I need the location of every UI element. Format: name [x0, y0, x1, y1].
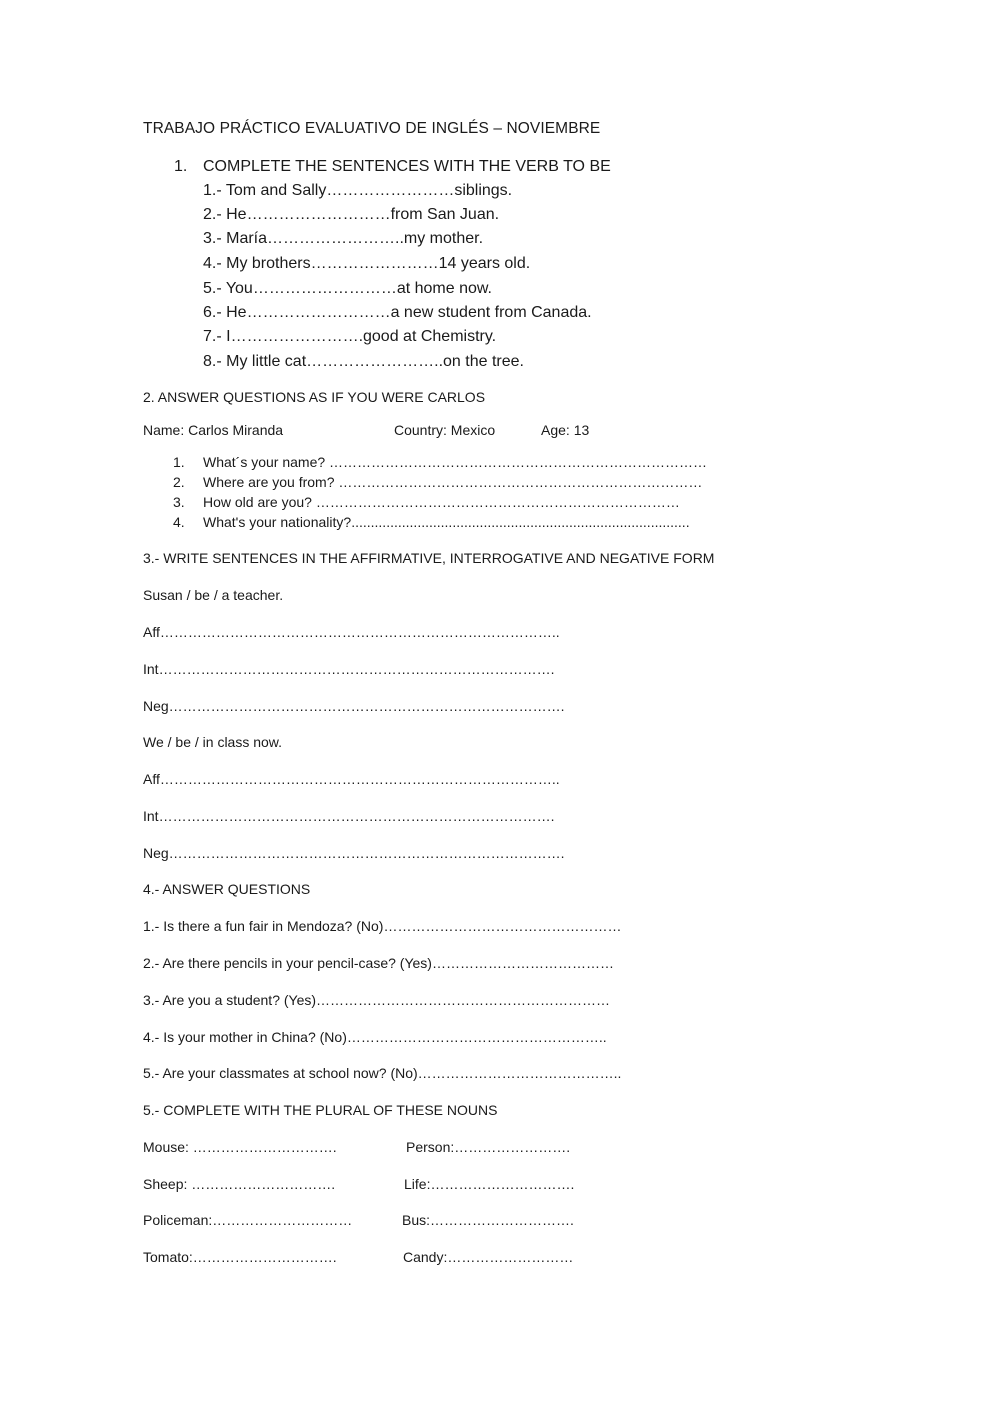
plural-item-left: Mouse: ………………………….: [143, 1139, 337, 1155]
section1-item: 4.- My brothers……………………14 years old.: [203, 255, 531, 272]
section2-heading: 2. ANSWER QUESTIONS AS IF YOU WERE CARLOS: [143, 389, 486, 405]
negative-line: Neg………………………………………………………………………….: [143, 698, 565, 714]
negative-line: Neg………………………………………………………………………….: [143, 845, 565, 861]
plural-item-right: Candy:………………………: [403, 1249, 574, 1265]
section1-item: 1.- Tom and Sally……………………siblings.: [203, 182, 513, 199]
section4-item: 4.- Is your mother in China? (No)………………………………………………..: [143, 1029, 607, 1045]
question-text: How old are you? ……………………………………………………………………: [203, 494, 680, 510]
plural-item-left: Policeman:…………………………: [143, 1212, 353, 1228]
section1-item: 5.- You………………………at home now.: [203, 280, 492, 297]
section1-item: 3.- María……………………..my mother.: [203, 230, 484, 247]
carlos-name: Name: Carlos Miranda: [143, 422, 284, 438]
affirmative-line: Aff…………………………………………………………………………..: [143, 771, 560, 787]
carlos-age: Age: 13: [541, 422, 590, 438]
prompt-we: We / be / in class now.: [143, 734, 283, 750]
section1-heading: COMPLETE THE SENTENCES WITH THE VERB TO BE: [203, 158, 611, 175]
section4-item: 5.- Are your classmates at school now? (No)……………………………………..: [143, 1065, 622, 1081]
interrogative-line: Int………………………………………………………………………….: [143, 808, 555, 824]
question-text: Where are you from? ……………………………………………………………………: [203, 474, 703, 490]
question-number: 4.: [173, 514, 185, 530]
worksheet-title: TRABAJO PRÁCTICO EVALUATIVO DE INGLÉS – NOVIEMBRE: [143, 120, 601, 137]
plural-item-right: Bus:………………………….: [402, 1212, 574, 1228]
section1-number: 1.: [174, 158, 188, 175]
plural-item-right: Life:………………………….: [404, 1176, 575, 1192]
carlos-country: Country: Mexico: [394, 422, 496, 438]
section1-item: 8.- My little cat……………………..on the tree.: [203, 353, 524, 370]
question-number: 3.: [173, 494, 185, 510]
question-number: 1.: [173, 454, 185, 470]
section1-item: 7.- I…………………….good at Chemistry.: [203, 328, 497, 345]
section3-heading: 3.- WRITE SENTENCES IN THE AFFIRMATIVE, INTERROGATIVE AND NEGATIVE FORM: [143, 550, 715, 566]
section4-heading: 4.- ANSWER QUESTIONS: [143, 881, 311, 897]
section4-item: 3.- Are you a student? (Yes)………………………………………………………: [143, 992, 611, 1008]
section5-heading: 5.- COMPLETE WITH THE PLURAL OF THESE NOUNS: [143, 1102, 498, 1118]
plural-item-left: Sheep: ………………………….: [143, 1176, 336, 1192]
prompt-susan: Susan / be / a teacher.: [143, 587, 284, 603]
plural-item-right: Person:…………………….: [406, 1139, 571, 1155]
question-text: What´s your name? ………………………………………………………………………: [203, 454, 708, 470]
question-text: What's your nationality?.......................................................................................: [203, 514, 690, 530]
section1-item: 6.- He………………………a new student from Canada.: [203, 304, 592, 321]
question-number: 2.: [173, 474, 185, 490]
section1-item: 2.- He………………………from San Juan.: [203, 206, 500, 223]
affirmative-line: Aff…………………………………………………………………………..: [143, 624, 560, 640]
section4-item: 1.- Is there a fun fair in Mendoza? (No)……………………………………………: [143, 918, 622, 934]
section4-item: 2.- Are there pencils in your pencil-case? (Yes)…………………………………: [143, 955, 614, 971]
plural-item-left: Tomato:………………………….: [143, 1249, 337, 1265]
interrogative-line: Int………………………………………………………………………….: [143, 661, 555, 677]
